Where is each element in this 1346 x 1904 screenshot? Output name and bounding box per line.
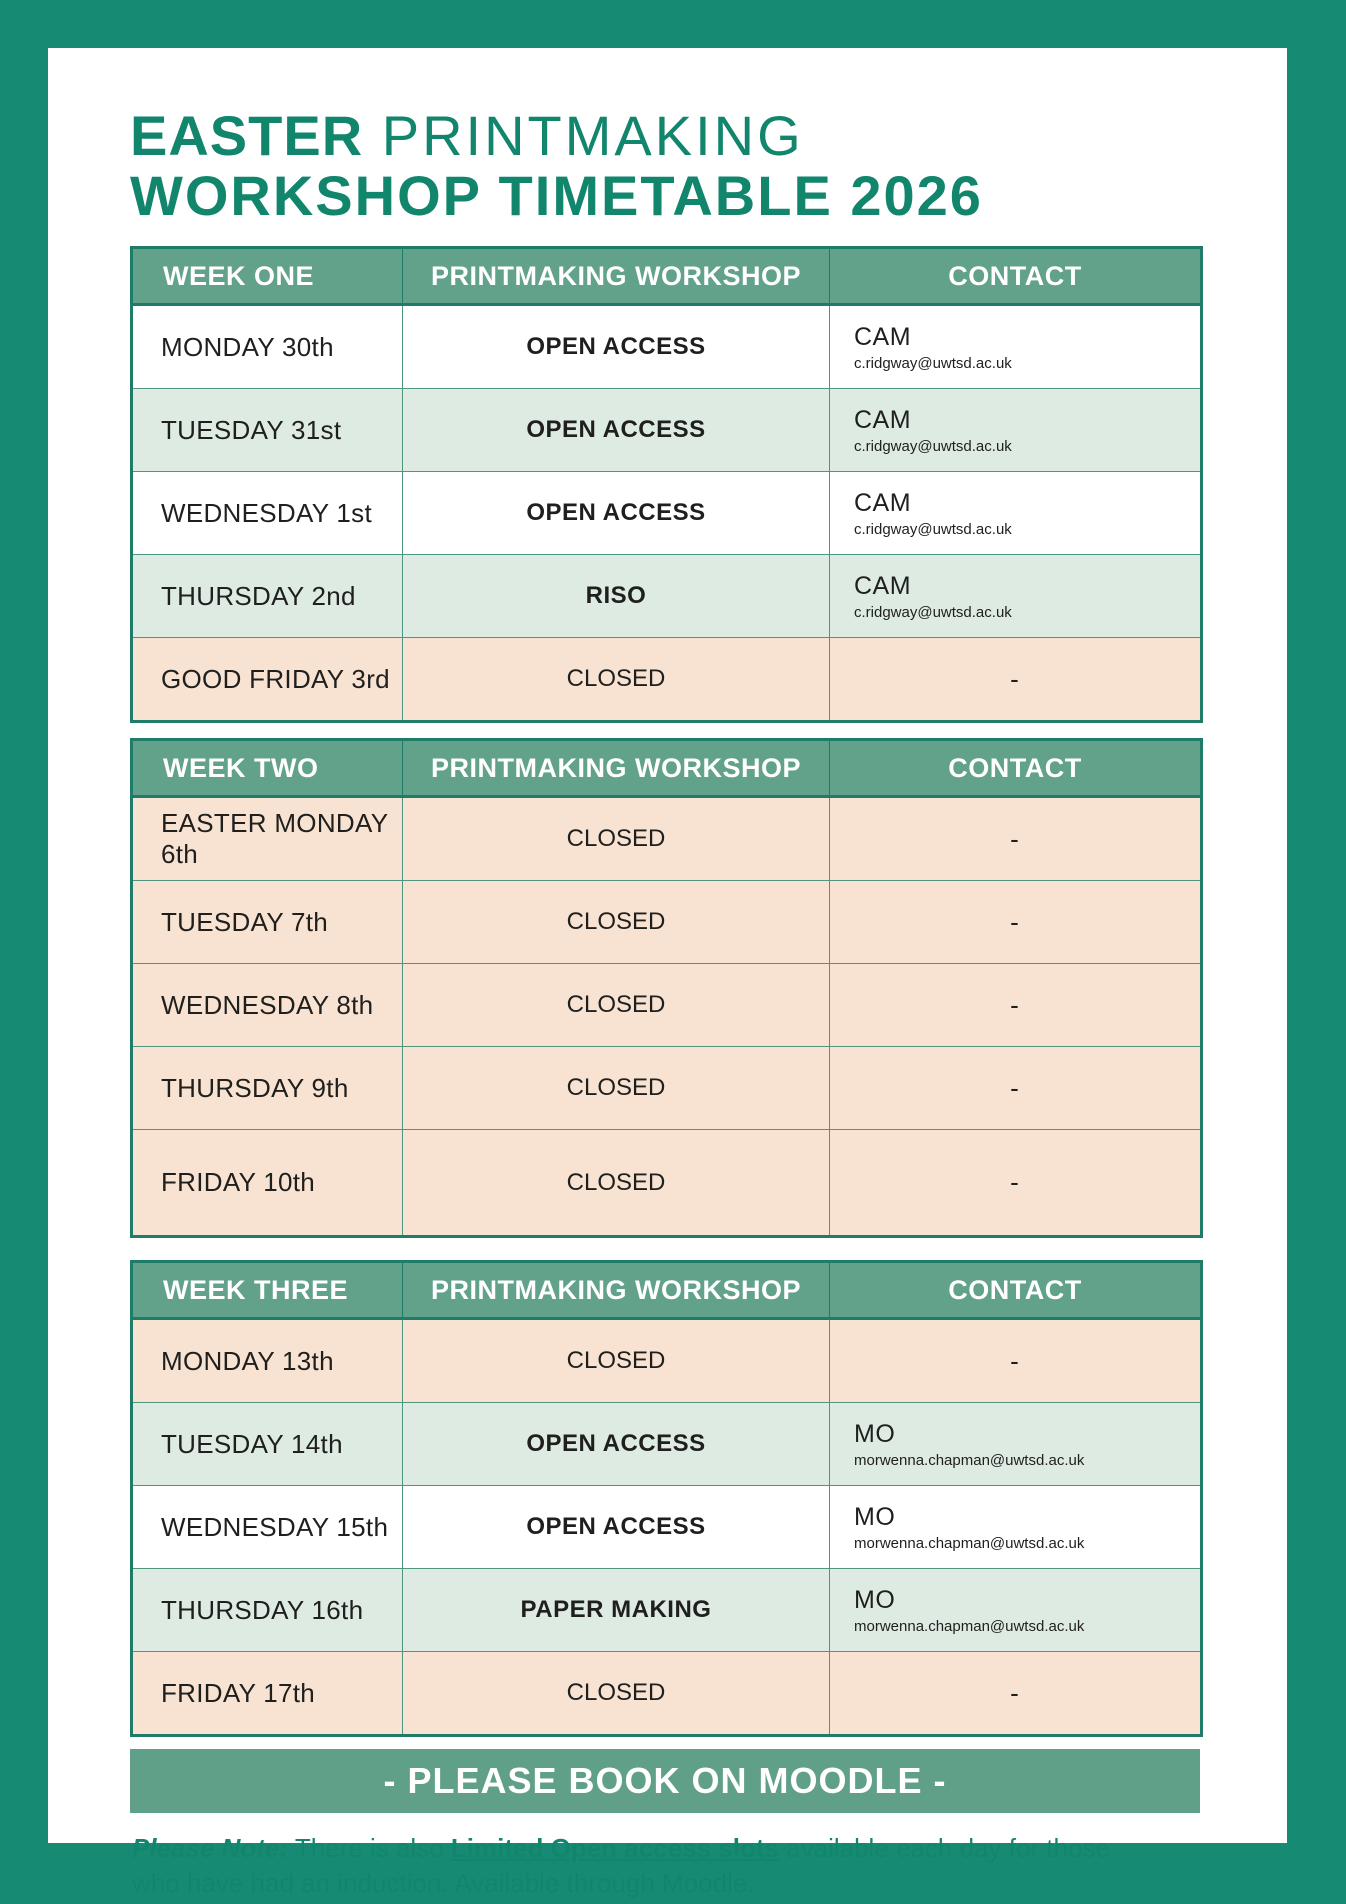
day-cell: TUESDAY 7th [132, 881, 403, 964]
day-cell: TUESDAY 31st [132, 389, 403, 472]
table-row-wednesday-8 [132, 964, 1202, 1047]
workshop-cell: CLOSED [403, 964, 830, 1047]
day-cell: EASTER MONDAY 6th [132, 797, 403, 881]
workshop-cell: CLOSED [403, 638, 830, 722]
day-cell: THURSDAY 9th [132, 1047, 403, 1130]
day-cell: TUESDAY 14th [132, 1403, 403, 1486]
table-row-friday-10 [132, 1130, 1202, 1237]
workshop-cell: PAPER MAKING [403, 1569, 830, 1652]
contact-cell: - [830, 1652, 1202, 1736]
contact-cell: - [830, 1047, 1202, 1130]
day-cell: GOOD FRIDAY 3rd [132, 638, 403, 722]
week-one-table [130, 246, 1203, 723]
table-row-monday-13 [132, 1319, 1202, 1403]
table-row-wednesday-15 [132, 1486, 1202, 1569]
contact-cell [830, 1486, 1202, 1569]
week-two-header-row [132, 740, 1202, 797]
column-header-contact: CONTACT [830, 1262, 1202, 1319]
workshop-cell: OPEN ACCESS [403, 1403, 830, 1486]
column-header-week-one: WEEK ONE [132, 248, 403, 305]
workshop-cell: OPEN ACCESS [403, 472, 830, 555]
contact-cell: - [830, 638, 1202, 722]
contact-name: CAM [854, 322, 912, 351]
column-header-contact: CONTACT [830, 248, 1202, 305]
day-cell: WEDNESDAY 15th [132, 1486, 403, 1569]
contact-name: MO [854, 1502, 896, 1531]
workshop-cell: CLOSED [403, 797, 830, 881]
column-header-week-two: WEEK TWO [132, 740, 403, 797]
table-row-tuesday-31 [132, 389, 1202, 472]
day-cell: WEDNESDAY 1st [132, 472, 403, 555]
week-two-table [130, 738, 1203, 1238]
day-cell: FRIDAY 10th [132, 1130, 403, 1237]
table-row-thursday-16 [132, 1569, 1202, 1652]
contact-cell [830, 1569, 1202, 1652]
title-line-1 [130, 106, 1287, 166]
workshop-cell: RISO [403, 555, 830, 638]
contact-email: c.ridgway@uwtsd.ac.uk [854, 437, 1012, 455]
day-cell: MONDAY 13th [132, 1319, 403, 1403]
workshop-cell: OPEN ACCESS [403, 1486, 830, 1569]
day-cell: WEDNESDAY 8th [132, 964, 403, 1047]
contact-cell: - [830, 797, 1202, 881]
table-row-thursday-2 [132, 555, 1202, 638]
contact-email: c.ridgway@uwtsd.ac.uk [854, 354, 1012, 372]
table-row-good-friday-3 [132, 638, 1202, 722]
contact-cell: - [830, 964, 1202, 1047]
column-header-contact: CONTACT [830, 740, 1202, 797]
column-header-week-three: WEEK THREE [132, 1262, 403, 1319]
contact-cell [830, 305, 1202, 389]
week-three-header-row [132, 1262, 1202, 1319]
contact-cell [830, 1403, 1202, 1486]
title-printmaking: PRINTMAKING [363, 104, 804, 167]
contact-cell: - [830, 1319, 1202, 1403]
contact-cell: - [830, 1130, 1202, 1237]
contact-email: c.ridgway@uwtsd.ac.uk [854, 520, 1012, 538]
day-cell: FRIDAY 17th [132, 1652, 403, 1736]
table-row-thursday-9 [132, 1047, 1202, 1130]
note-text-1: There is also [288, 1833, 451, 1863]
contact-name: MO [854, 1585, 896, 1614]
table-row-tuesday-7 [132, 881, 1202, 964]
day-cell: THURSDAY 2nd [132, 555, 403, 638]
contact-name: CAM [854, 571, 912, 600]
contact-name: CAM [854, 405, 912, 434]
week-three-table [130, 1260, 1203, 1737]
table-row-easter-monday-6 [132, 797, 1202, 881]
table-row-monday-30 [132, 305, 1202, 389]
document-content [48, 48, 1287, 1901]
workshop-cell: CLOSED [403, 1652, 830, 1736]
contact-name: MO [854, 1419, 896, 1448]
document-sheet [48, 48, 1287, 1898]
page-title [130, 106, 1287, 226]
contact-cell [830, 389, 1202, 472]
contact-email: morwenna.chapman@uwtsd.ac.uk [854, 1534, 1085, 1552]
workshop-cell: CLOSED [403, 1319, 830, 1403]
day-cell: MONDAY 30th [132, 305, 403, 389]
column-header-workshop: PRINTMAKING WORKSHOP [403, 248, 830, 305]
contact-email: c.ridgway@uwtsd.ac.uk [854, 603, 1012, 621]
day-cell: THURSDAY 16th [132, 1569, 403, 1652]
title-line-2: WORKSHOP TIMETABLE 2026 [130, 164, 983, 227]
banner-label: - PLEASE BOOK ON MOODLE - [383, 1760, 947, 1801]
workshop-cell: CLOSED [403, 881, 830, 964]
book-on-moodle-banner [130, 1749, 1200, 1813]
table-row-wednesday-1 [132, 472, 1202, 555]
workshop-cell: CLOSED [403, 1047, 830, 1130]
table-row-tuesday-14 [132, 1403, 1202, 1486]
column-header-workshop: PRINTMAKING WORKSHOP [403, 1262, 830, 1319]
note-text-2: available each day for those who have had an induction. Available through Moodle. [132, 1833, 1110, 1898]
column-header-workshop: PRINTMAKING WORKSHOP [403, 740, 830, 797]
note-bold-prefix: Please Note: [132, 1833, 289, 1863]
note-underlined-phrase: Limited Open access slots [450, 1833, 779, 1863]
workshop-cell: OPEN ACCESS [403, 389, 830, 472]
contact-name: CAM [854, 488, 912, 517]
workshop-cell: CLOSED [403, 1130, 830, 1237]
contact-email: morwenna.chapman@uwtsd.ac.uk [854, 1451, 1085, 1469]
contact-cell [830, 472, 1202, 555]
contact-cell: - [830, 881, 1202, 964]
title-easter: EASTER [130, 104, 364, 167]
please-note-text [132, 1831, 1137, 1901]
workshop-cell: OPEN ACCESS [403, 305, 830, 389]
table-row-friday-17 [132, 1652, 1202, 1736]
week-one-header-row [132, 248, 1202, 305]
contact-email: morwenna.chapman@uwtsd.ac.uk [854, 1617, 1085, 1635]
contact-cell [830, 555, 1202, 638]
